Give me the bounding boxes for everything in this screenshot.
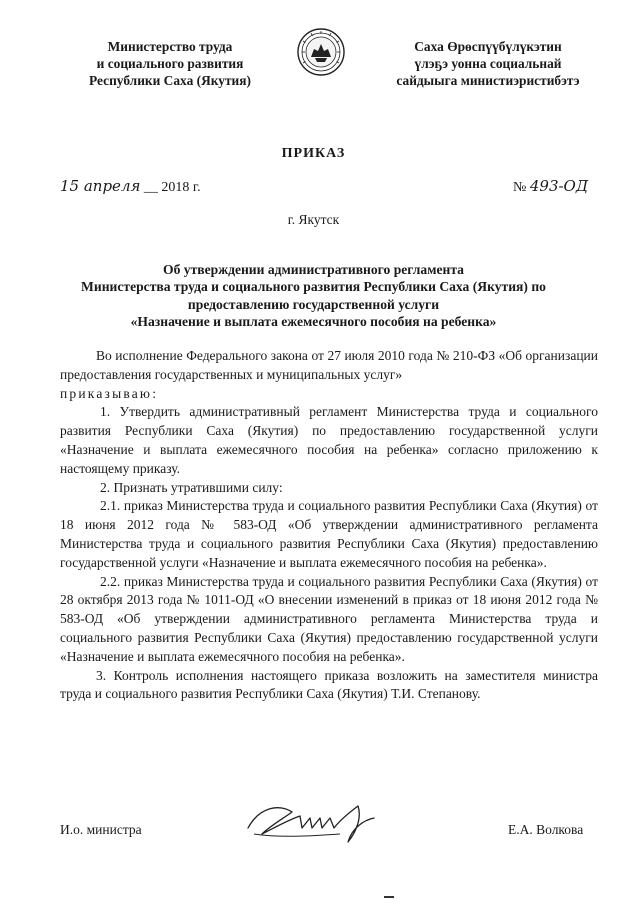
scan-mark [384, 896, 394, 898]
order-city: г. Якутск [287, 212, 340, 227]
ministry-name-line: Министерство труда [107, 39, 233, 54]
subject-line: Министерства труда и социального развития Республики Саха (Якутия) по [81, 279, 546, 295]
number-sign: № [513, 180, 527, 195]
coat-of-arms-emblem-icon [296, 27, 346, 77]
order-date [60, 177, 201, 196]
ministry-name-yakut [368, 38, 608, 89]
item-1: 1. Утвердить административный регламент Министерства труда и социального развития Республики Саха (Якутия) по предоставлению государственной услуги «Назначение и выплата ежемесячного пособия на ребенка» согласно приложению к настоящему приказу. [60, 404, 598, 476]
intro-paragraph: Во исполнение Федерального закона от 27 июля 2010 года № 210-ФЗ «Об организации предоставления государственных и муниципальных услуг» [60, 348, 598, 382]
handwritten-date: 15 апреля [60, 177, 141, 195]
handwritten-number: 493-ОД [529, 177, 589, 195]
document-title: ПРИКАЗ [281, 146, 346, 161]
ministry-name-line: Саха Өрөспүүбүлүкэтин [414, 39, 562, 54]
signatory-name: Е.А. Волкова [508, 822, 584, 837]
printed-year: 2018 г. [161, 180, 201, 195]
ministry-name-line: Республики Саха (Якутия) [89, 73, 251, 88]
order-word: приказываю: [60, 385, 159, 401]
item-3: 3. Контроль исполнения настоящего приказа возложить на заместителя министра труда и социального развития Республики Саха (Якутия) Т.И. Степанову. [60, 667, 598, 702]
date-underline: __ [143, 180, 162, 195]
item-2-2: 2.2. приказ Министерства труда и социального развития Республики Саха (Якутия) от 28 октября 2013 года № 1011-ОД «О внесении изменений в приказ от 18 июня 2012 года № 583-ОД «Об утверждении административного регламента Министерства труда и социального развития Республики Саха (Якутия) предоставлению государственной услуги «Назначение и выплата ежемесячного пособия на ребенка». [60, 573, 598, 664]
subject-line: Об утверждении административного регламента [163, 262, 464, 277]
item-2: 2. Признать утратившими силу: [100, 479, 283, 495]
subject-line: предоставлению государственной услуги [187, 296, 440, 312]
item-2-1: 2.1. приказ Министерства труда и социального развития Республики Саха (Якутия) от 18 июня 2012 года № 583-ОД «Об утверждении административного регламента Министерства труда и социального развития Республики Саха (Якутия) предоставлению государственной услуги «Назначение и выплата ежемесячного пособия на ребенка». [60, 498, 598, 570]
ministry-name-line: сайдыыга министиэристибэтэ [396, 73, 580, 88]
signatory-position: И.о. министра [60, 822, 142, 837]
ministry-name-line: үлэҕэ уонна социальнай [414, 56, 562, 71]
order-number [513, 177, 588, 196]
ministry-name-russian [60, 38, 280, 89]
order-body [60, 347, 598, 704]
order-subject [50, 261, 577, 331]
subject-line: «Назначение и выплата ежемесячного пособия на ребенка» [130, 314, 497, 330]
ministry-name-line: и социального развития [96, 56, 244, 71]
handwritten-signature-icon [240, 798, 380, 848]
